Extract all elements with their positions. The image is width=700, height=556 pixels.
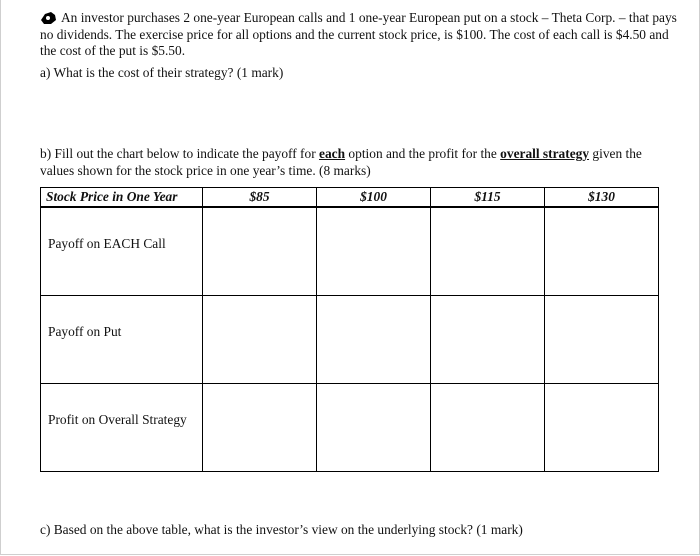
question-a: a) What is the cost of their strategy? (1 mark) [40,65,284,80]
table-row [41,384,659,472]
header-price-115: $115 [431,188,545,208]
answer-cell[interactable] [203,384,317,472]
answer-cell[interactable] [431,207,545,296]
table-row [41,207,659,296]
answer-cell[interactable] [545,384,659,472]
row-label-put: Payoff on Put [41,296,203,384]
header-price-85: $85 [203,188,317,208]
answer-cell[interactable] [203,207,317,296]
question-b-part2: option and the profit for the [348,146,497,161]
answer-cell[interactable] [431,384,545,472]
row-label-profit: Profit on Overall Strategy [41,384,203,472]
table-header-row [41,188,659,208]
answer-cell[interactable] [317,207,431,296]
payoff-table [40,187,659,472]
answer-cell[interactable] [203,296,317,384]
header-price-100: $100 [317,188,431,208]
intro-text: An investor purchases 2 one-year European calls and 1 one-year European put on a stock – Theta Corp. – that pays no dividends. The exercise price for all options and the current stock price, is $100. The cost of each call is $4.50 and the cost of the put is $5.50. [40,10,677,58]
question-b-emph-overall: overall strategy [500,146,590,161]
question-c: c) Based on the above table, what is the investor’s view on the underlying stock? (1 mark) [40,522,523,537]
header-price-130: $130 [545,188,659,208]
table-row [41,296,659,384]
row-label-call: Payoff on EACH Call [41,207,203,296]
intro-paragraph [40,10,680,60]
question-b-part1: b) Fill out the chart below to indicate the payoff for [40,146,316,161]
question-b [40,146,672,179]
question-b-part3: given the values shown for the stock price in one year’s time. (8 marks) [40,146,642,178]
header-stock-price: Stock Price in One Year [41,188,203,208]
answer-cell[interactable] [431,296,545,384]
question-b-emph-each: each [319,146,346,161]
answer-cell[interactable] [317,384,431,472]
answer-cell[interactable] [545,207,659,296]
answer-cell[interactable] [317,296,431,384]
answer-cell[interactable] [545,296,659,384]
